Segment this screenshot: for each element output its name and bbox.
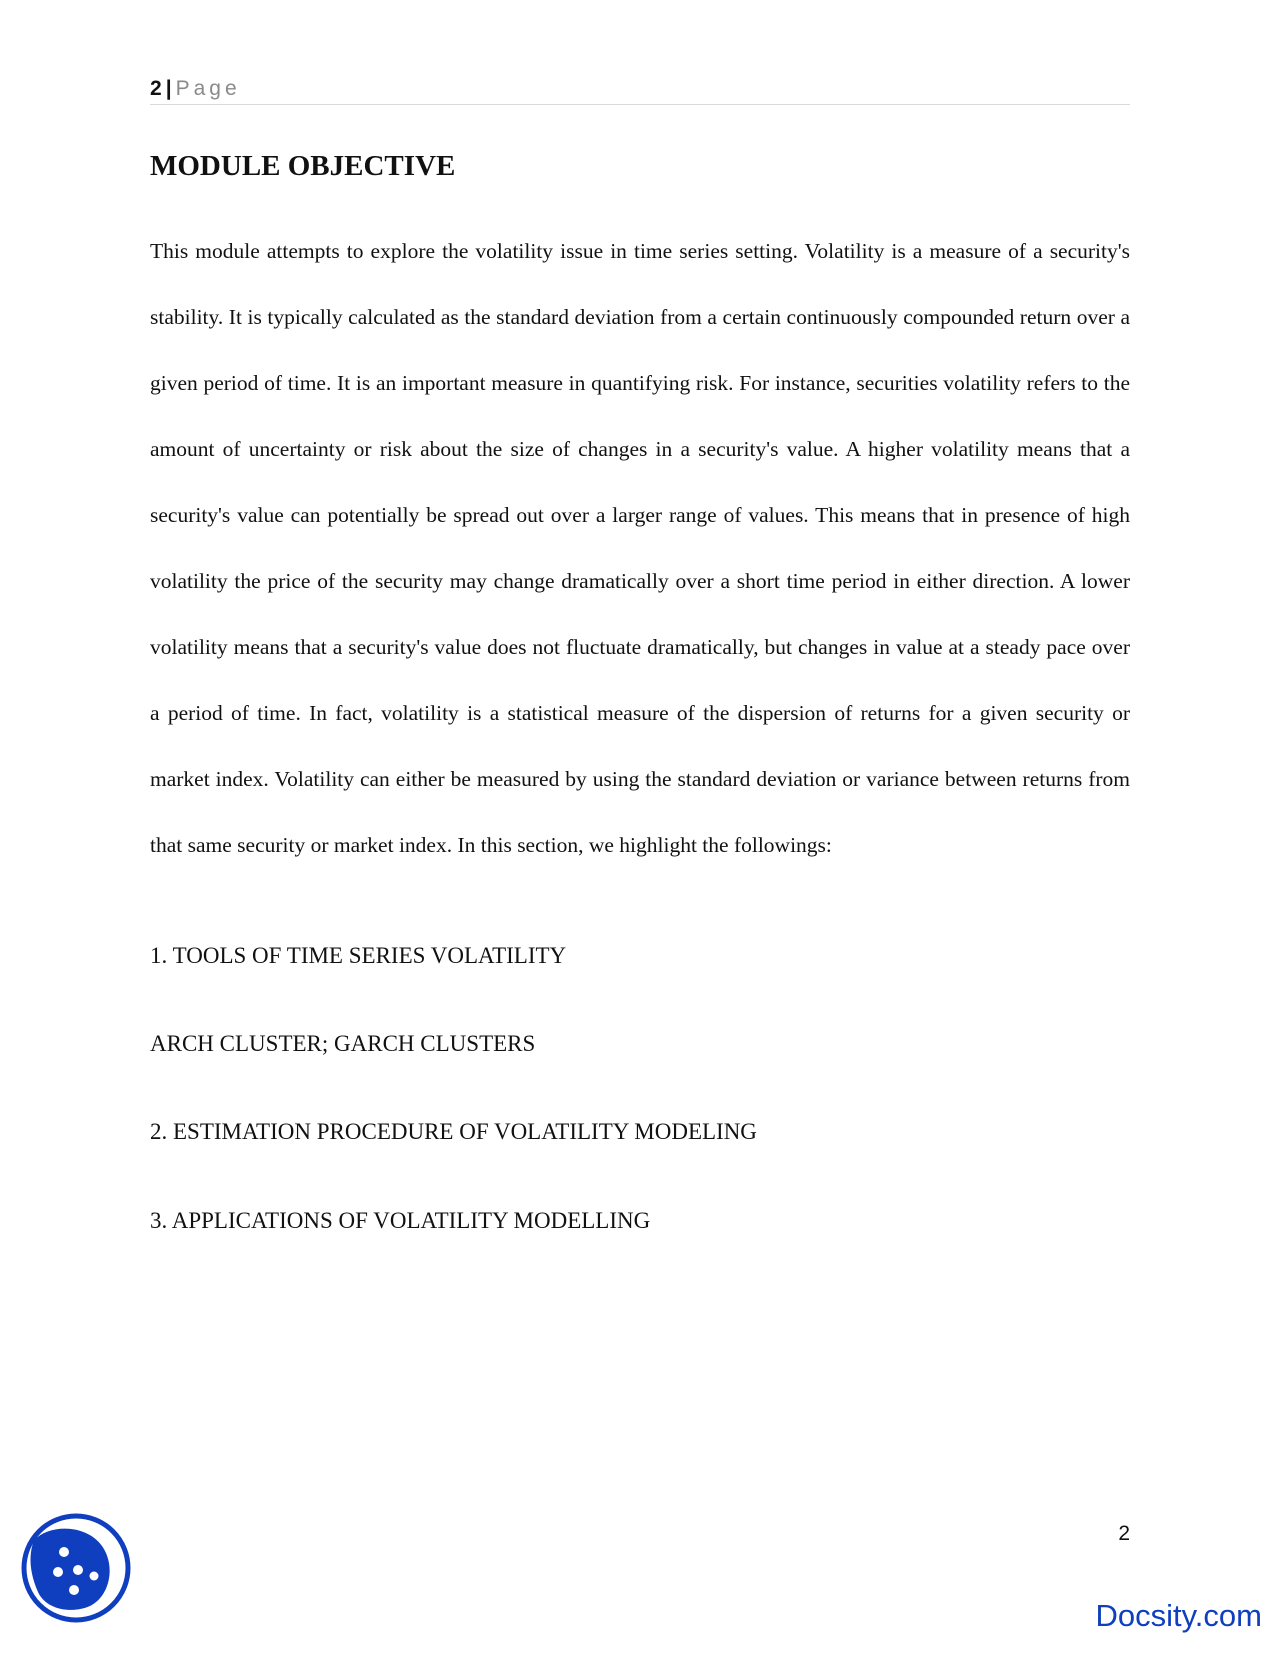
header-page-number: 2 bbox=[150, 77, 162, 100]
docsity-logo-svg bbox=[20, 1512, 132, 1624]
header-separator: | bbox=[165, 77, 172, 100]
objective-paragraph: This module attempts to explore the volatility issue in time series setting. Volatility is a measure of a security's stability. It is typically calculated as the standard deviation from a certain continuously compounded return over a given period of time. It is an important measure in quantifying risk. For instance, securities volatility refers to the amount of uncertainty or risk about the size of changes in a security's value. A higher volatility means that a security's value can potentially be spread out over a larger range of values. This means that in presence of high volatility the price of the security may change dramatically over a short time period in either direction. A lower volatility means that a security's value does not fluctuate dramatically, but changes in value at a steady pace over a period of time. In fact, volatility is a statistical measure of the dispersion of returns for a given security or market index. Volatility can either be measured by using the standard deviation or variance between returns from that same security or market index. In this section, we highlight the followings: bbox=[150, 239, 1130, 857]
section-item-arch-garch: ARCH CLUSTER; GARCH CLUSTERS bbox=[150, 1031, 536, 1056]
section-item-applications: 3. APPLICATIONS OF VOLATILITY MODELLING bbox=[150, 1208, 651, 1233]
header-page-word: Page bbox=[175, 77, 241, 100]
footer-page-number: 2 bbox=[1118, 1522, 1130, 1545]
brand-link[interactable]: Docsity.com bbox=[1095, 1598, 1262, 1633]
section-item-tools: 1. TOOLS OF TIME SERIES VOLATILITY bbox=[150, 943, 567, 968]
page-header bbox=[150, 74, 1130, 105]
section-item-estimation: 2. ESTIMATION PROCEDURE OF VOLATILITY MODELING bbox=[150, 1119, 757, 1144]
page-title: MODULE OBJECTIVE bbox=[150, 150, 456, 182]
docsity-logo-icon[interactable] bbox=[20, 1512, 132, 1624]
